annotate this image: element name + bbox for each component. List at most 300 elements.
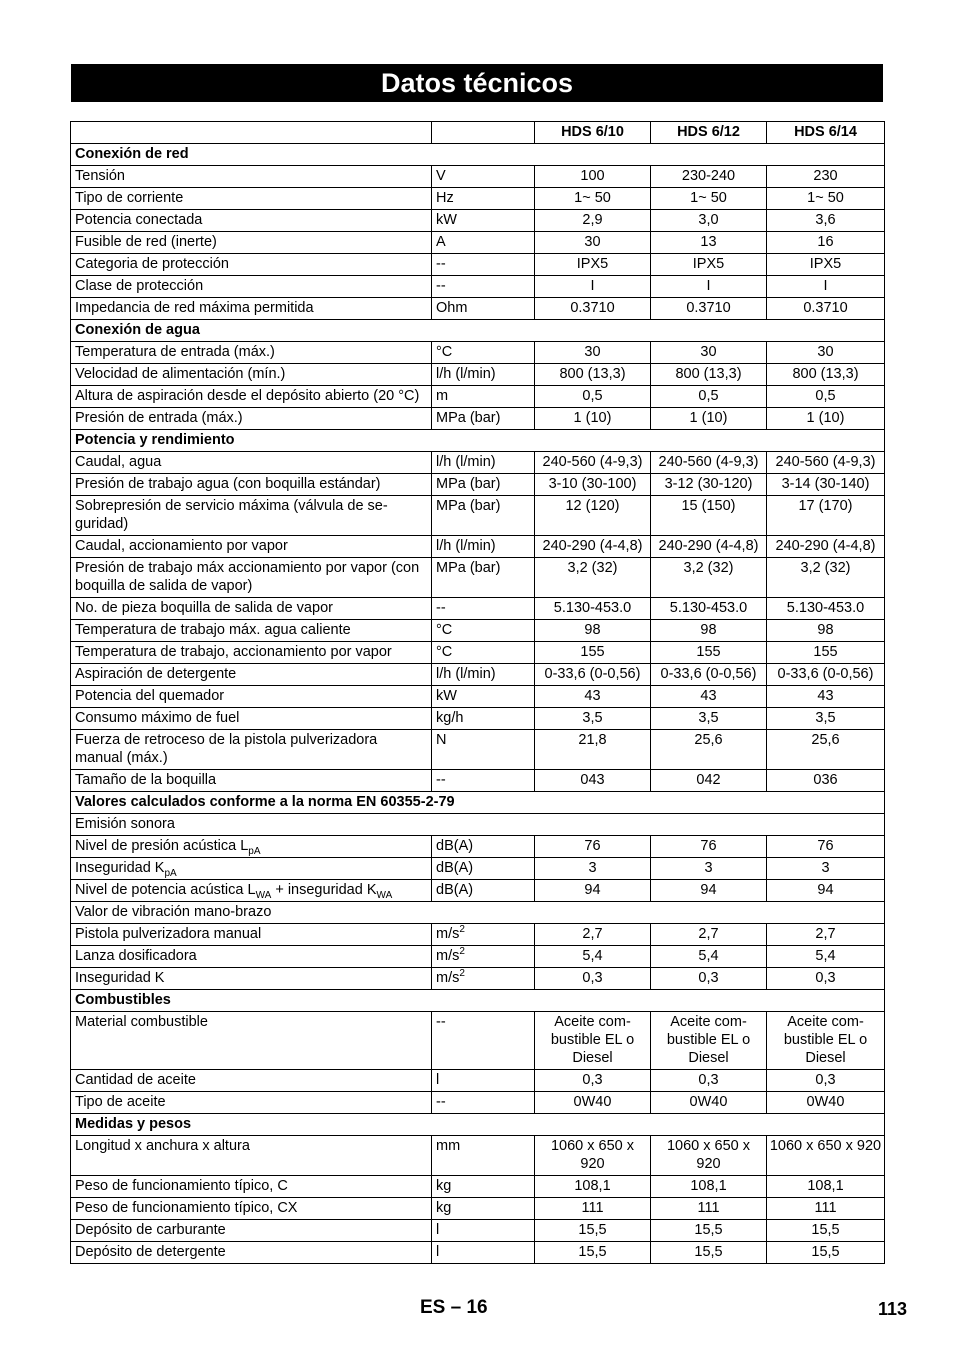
- row-unit: [432, 708, 535, 730]
- row-label: [71, 474, 432, 496]
- table-row: [71, 496, 885, 536]
- row-unit-text: kg: [436, 1200, 452, 1216]
- row-value-model-1: 21,8: [535, 730, 651, 770]
- table-row: [71, 1220, 885, 1242]
- row-unit-text: l: [436, 1222, 440, 1238]
- row-value-model-2: 1~ 50: [651, 188, 767, 210]
- row-unit: [432, 1220, 535, 1242]
- row-value-model-1: 0,3: [535, 968, 651, 990]
- row-value-model-3: 240-290 (4-4,8): [767, 536, 885, 558]
- table-row: [71, 342, 885, 364]
- row-value-model-1: 98: [535, 620, 651, 642]
- row-unit-text: MPa (bar): [436, 560, 501, 576]
- row-value-model-1: 30: [535, 232, 651, 254]
- table-row: [71, 1176, 885, 1198]
- section-title: Combustibles: [71, 990, 885, 1012]
- row-value-model-1: 94: [535, 880, 651, 902]
- row-value-model-1: 3,2 (32): [535, 558, 651, 598]
- row-value-model-3: 111: [767, 1198, 885, 1220]
- row-unit: [432, 1092, 535, 1114]
- row-value-model-1: 15,5: [535, 1220, 651, 1242]
- row-label-text: Tipo de aceite: [75, 1094, 166, 1110]
- table-row: [71, 452, 885, 474]
- row-label-text: Presión de trabajo agua (con boquilla estándar): [75, 476, 381, 492]
- section-title: Valores calculados conforme a la norma EN 60355-2-79: [71, 792, 885, 814]
- row-value-model-2: 94: [651, 880, 767, 902]
- row-value-model-2: 1 (10): [651, 408, 767, 430]
- row-label: [71, 880, 432, 902]
- row-value-model-2: 155: [651, 642, 767, 664]
- row-value-model-2: 3-12 (30-120): [651, 474, 767, 496]
- row-value-model-3: 3-14 (30-140): [767, 474, 885, 496]
- row-value-model-3: 1060 x 650 x 920: [767, 1136, 885, 1176]
- row-label: [71, 536, 432, 558]
- row-value-model-1: 100: [535, 166, 651, 188]
- header-model-1: HDS 6/10: [535, 122, 651, 144]
- row-value-model-2: 0,3: [651, 968, 767, 990]
- row-label: [71, 1176, 432, 1198]
- row-unit: [432, 254, 535, 276]
- row-value-model-3: 800 (13,3): [767, 364, 885, 386]
- row-value-model-3: I: [767, 276, 885, 298]
- table-row: [71, 880, 885, 902]
- row-value-model-2: 30: [651, 342, 767, 364]
- row-label-text: Fusible de red (inerte): [75, 234, 217, 250]
- row-value-model-2: 042: [651, 770, 767, 792]
- row-unit: [432, 686, 535, 708]
- subgroup-title: Emisión sonora: [71, 814, 885, 836]
- table-row: [71, 1136, 885, 1176]
- row-unit-text: °C: [436, 344, 453, 360]
- row-label: [71, 188, 432, 210]
- row-label: [71, 1220, 432, 1242]
- row-unit-superscript: 2: [459, 924, 465, 936]
- row-label-text: Depósito de detergente: [75, 1244, 226, 1260]
- row-unit-text: m/s: [436, 926, 460, 942]
- table-row: [71, 276, 885, 298]
- table-row: [71, 1242, 885, 1264]
- row-label-text: Altura de aspiración desde el depósito abierto (20 °C): [75, 388, 420, 404]
- section-header-row: [71, 990, 885, 1012]
- table-row: [71, 1092, 885, 1114]
- row-value-model-3: 0,5: [767, 386, 885, 408]
- row-unit-text: --: [436, 1014, 446, 1030]
- row-label-text: Longitud x anchura x altura: [75, 1138, 250, 1154]
- subgroup-row: [71, 902, 885, 924]
- row-value-model-1: 800 (13,3): [535, 364, 651, 386]
- row-value-model-2: 800 (13,3): [651, 364, 767, 386]
- row-value-model-1: 240-290 (4-4,8): [535, 536, 651, 558]
- row-value-model-3: 3: [767, 858, 885, 880]
- row-label: [71, 364, 432, 386]
- row-unit-text: °C: [436, 644, 453, 660]
- section-title: Conexión de red: [71, 144, 885, 166]
- row-label: [71, 664, 432, 686]
- row-unit: [432, 166, 535, 188]
- row-unit: [432, 770, 535, 792]
- row-unit-text: Ohm: [436, 300, 468, 316]
- row-label: [71, 620, 432, 642]
- table-row: [71, 558, 885, 598]
- row-unit: [432, 188, 535, 210]
- section-header-row: [71, 320, 885, 342]
- row-value-model-2: 15,5: [651, 1242, 767, 1264]
- row-value-model-3: 240-560 (4-9,3): [767, 452, 885, 474]
- row-label-text: Tensión: [75, 168, 125, 184]
- row-unit: [432, 536, 535, 558]
- table-row: [71, 642, 885, 664]
- row-label-text: Caudal, accionamiento por vapor: [75, 538, 288, 554]
- row-label-text: Presión de entrada (máx.): [75, 410, 243, 426]
- row-label-text: Inseguridad K: [75, 970, 165, 986]
- row-label-text-cont: + inseguridad K: [271, 882, 377, 898]
- row-unit-text: --: [436, 278, 446, 294]
- row-label-text: Consumo máximo de fuel: [75, 710, 240, 726]
- table-row: [71, 298, 885, 320]
- row-unit: [432, 364, 535, 386]
- row-unit-text: mm: [436, 1138, 461, 1154]
- row-value-model-3: 76: [767, 836, 885, 858]
- row-value-model-2: 230-240: [651, 166, 767, 188]
- row-unit-text: A: [436, 234, 446, 250]
- row-unit-text: --: [436, 1094, 446, 1110]
- row-label: [71, 210, 432, 232]
- row-value-model-1: 3: [535, 858, 651, 880]
- row-label-text: Cantidad de aceite: [75, 1072, 196, 1088]
- row-value-model-1: 15,5: [535, 1242, 651, 1264]
- row-value-model-3: 5,4: [767, 946, 885, 968]
- row-unit-text: dB(A): [436, 838, 474, 854]
- row-label-text: No. de pieza boquilla de salida de vapor: [75, 600, 333, 616]
- row-value-model-1: 108,1: [535, 1176, 651, 1198]
- row-value-model-3: 0-33,6 (0-0,56): [767, 664, 885, 686]
- row-label-text: Categoria de protección: [75, 256, 229, 272]
- row-unit: [432, 386, 535, 408]
- table-row: [71, 1198, 885, 1220]
- table-row: [71, 232, 885, 254]
- row-value-model-3: 43: [767, 686, 885, 708]
- page-title: Datos técnicos: [71, 64, 883, 102]
- row-label: [71, 924, 432, 946]
- table-row: [71, 598, 885, 620]
- row-value-model-3: 3,2 (32): [767, 558, 885, 598]
- row-label-text: Lanza dosificadora: [75, 948, 197, 964]
- row-label: [71, 558, 432, 598]
- table-row: [71, 770, 885, 792]
- row-unit: [432, 1070, 535, 1092]
- row-value-model-2: 240-560 (4-9,3): [651, 452, 767, 474]
- row-value-model-1: 155: [535, 642, 651, 664]
- row-label-text: Temperatura de entrada (máx.): [75, 344, 275, 360]
- row-value-model-1: IPX5: [535, 254, 651, 276]
- row-value-model-3: 0W40: [767, 1092, 885, 1114]
- table-header-row: [71, 122, 885, 144]
- header-empty-unit: [432, 122, 535, 144]
- row-value-model-2: 15,5: [651, 1220, 767, 1242]
- table-row: [71, 386, 885, 408]
- row-unit: [432, 558, 535, 598]
- row-value-model-3: 15,5: [767, 1242, 885, 1264]
- row-label-text: Peso de funcionamiento típico, CX: [75, 1200, 298, 1216]
- row-value-model-1: 2,7: [535, 924, 651, 946]
- row-label: [71, 298, 432, 320]
- table-row: [71, 364, 885, 386]
- table-row: [71, 836, 885, 858]
- row-unit-text: m/s: [436, 970, 460, 986]
- row-value-model-2: Aceite com-bustible EL o Diesel: [651, 1012, 767, 1070]
- row-value-model-2: 5,4: [651, 946, 767, 968]
- row-label-text: Nivel de potencia acústica L: [75, 882, 256, 898]
- row-label-text: Potencia conectada: [75, 212, 203, 228]
- row-label-text: Tipo de corriente: [75, 190, 184, 206]
- row-value-model-1: 76: [535, 836, 651, 858]
- section-title: Medidas y pesos: [71, 1114, 885, 1136]
- row-label: [71, 1012, 432, 1070]
- row-value-model-1: Aceite com-bustible EL o Diesel: [535, 1012, 651, 1070]
- row-label: [71, 1242, 432, 1264]
- row-label: [71, 232, 432, 254]
- row-unit: [432, 1242, 535, 1264]
- table-row: [71, 968, 885, 990]
- row-value-model-3: 036: [767, 770, 885, 792]
- row-unit: [432, 298, 535, 320]
- header-model-3: HDS 6/14: [767, 122, 885, 144]
- row-unit: [432, 598, 535, 620]
- row-unit: [432, 452, 535, 474]
- table-row: [71, 708, 885, 730]
- row-label-text: Pistola pulverizadora manual: [75, 926, 262, 942]
- row-unit: [432, 730, 535, 770]
- row-label-text: Impedancia de red máxima permitida: [75, 300, 314, 316]
- row-label-text: Velocidad de alimentación (mín.): [75, 366, 286, 382]
- row-unit: [432, 880, 535, 902]
- row-label-text: Nivel de presión acústica L: [75, 838, 249, 854]
- row-label-text: Peso de funcionamiento típico, C: [75, 1178, 288, 1194]
- row-value-model-2: 111: [651, 1198, 767, 1220]
- row-label-text: Sobrepresión de servicio máxima (válvula de se-guridad): [75, 498, 388, 532]
- row-label: [71, 836, 432, 858]
- section-title: Conexión de agua: [71, 320, 885, 342]
- row-label: [71, 642, 432, 664]
- row-value-model-2: 3,5: [651, 708, 767, 730]
- row-value-model-2: 0-33,6 (0-0,56): [651, 664, 767, 686]
- row-unit-text: N: [436, 732, 447, 748]
- row-value-model-2: 0.3710: [651, 298, 767, 320]
- row-value-model-1: 5.130-453.0: [535, 598, 651, 620]
- row-value-model-1: 1060 x 650 x 920: [535, 1136, 651, 1176]
- row-value-model-3: 1~ 50: [767, 188, 885, 210]
- row-value-model-1: 240-560 (4-9,3): [535, 452, 651, 474]
- row-unit: [432, 946, 535, 968]
- row-unit: [432, 496, 535, 536]
- row-label-subscript: WA: [255, 889, 272, 901]
- row-value-model-2: 5.130-453.0: [651, 598, 767, 620]
- row-label: [71, 166, 432, 188]
- row-label-subscript: pA: [248, 845, 261, 857]
- row-value-model-1: 2,9: [535, 210, 651, 232]
- row-value-model-2: 98: [651, 620, 767, 642]
- table-row: [71, 1070, 885, 1092]
- row-value-model-2: 0,5: [651, 386, 767, 408]
- table-row: [71, 474, 885, 496]
- row-unit-text: kg/h: [436, 710, 464, 726]
- row-unit: [432, 642, 535, 664]
- row-label-text: Aspiración de detergente: [75, 666, 237, 682]
- row-label: [71, 408, 432, 430]
- subgroup-row: [71, 814, 885, 836]
- row-label-text: Material combustible: [75, 1014, 208, 1030]
- row-value-model-2: 25,6: [651, 730, 767, 770]
- row-label-text: Depósito de carburante: [75, 1222, 226, 1238]
- row-label-subscript-2: WA: [376, 889, 393, 901]
- row-label-subscript: pA: [164, 867, 177, 879]
- row-unit: [432, 342, 535, 364]
- table-row: [71, 1012, 885, 1070]
- row-unit-text: --: [436, 600, 446, 616]
- row-value-model-3: 230: [767, 166, 885, 188]
- section-header-row: [71, 430, 885, 452]
- row-value-model-3: 98: [767, 620, 885, 642]
- row-unit-text: m: [436, 388, 449, 404]
- row-label: [71, 968, 432, 990]
- row-value-model-3: 1 (10): [767, 408, 885, 430]
- table-row: [71, 620, 885, 642]
- section-header-row: [71, 1114, 885, 1136]
- row-value-model-2: 1060 x 650 x 920: [651, 1136, 767, 1176]
- row-value-model-2: 2,7: [651, 924, 767, 946]
- row-unit-text: kg: [436, 1178, 452, 1194]
- row-value-model-2: 3,2 (32): [651, 558, 767, 598]
- table-row: [71, 730, 885, 770]
- row-label-text: Tamaño de la boquilla: [75, 772, 217, 788]
- row-value-model-3: 0.3710: [767, 298, 885, 320]
- row-unit-text: V: [436, 168, 446, 184]
- row-value-model-3: 15,5: [767, 1220, 885, 1242]
- row-value-model-3: 108,1: [767, 1176, 885, 1198]
- row-unit-superscript: 2: [459, 968, 465, 980]
- row-label: [71, 770, 432, 792]
- row-value-model-1: 1 (10): [535, 408, 651, 430]
- row-label: [71, 386, 432, 408]
- row-unit-text: --: [436, 772, 446, 788]
- table-row: [71, 210, 885, 232]
- row-value-model-1: 0W40: [535, 1092, 651, 1114]
- row-unit-text: l/h (l/min): [436, 666, 496, 682]
- row-value-model-3: 0,3: [767, 1070, 885, 1092]
- table-body: [71, 122, 885, 1264]
- row-value-model-3: 2,7: [767, 924, 885, 946]
- row-value-model-1: 0,3: [535, 1070, 651, 1092]
- row-value-model-3: 30: [767, 342, 885, 364]
- subgroup-title: Valor de vibración mano-brazo: [71, 902, 885, 924]
- row-label: [71, 342, 432, 364]
- row-value-model-1: 30: [535, 342, 651, 364]
- row-value-model-3: 94: [767, 880, 885, 902]
- row-unit: [432, 836, 535, 858]
- table-row: [71, 686, 885, 708]
- row-unit: [432, 1012, 535, 1070]
- row-unit: [432, 1136, 535, 1176]
- row-value-model-2: 108,1: [651, 1176, 767, 1198]
- row-value-model-3: 16: [767, 232, 885, 254]
- row-unit-text: kW: [436, 212, 457, 228]
- row-value-model-1: 3,5: [535, 708, 651, 730]
- row-unit: [432, 858, 535, 880]
- row-unit-text: dB(A): [436, 882, 474, 898]
- table-row: [71, 536, 885, 558]
- row-value-model-2: 3: [651, 858, 767, 880]
- row-value-model-3: IPX5: [767, 254, 885, 276]
- row-label: [71, 276, 432, 298]
- row-value-model-2: 76: [651, 836, 767, 858]
- row-label: [71, 598, 432, 620]
- row-unit: [432, 474, 535, 496]
- row-unit-text: l: [436, 1244, 440, 1260]
- row-value-model-1: I: [535, 276, 651, 298]
- row-value-model-2: 240-290 (4-4,8): [651, 536, 767, 558]
- header-model-2: HDS 6/12: [651, 122, 767, 144]
- row-value-model-1: 12 (120): [535, 496, 651, 536]
- row-label-text: Temperatura de trabajo, accionamiento por vapor: [75, 644, 392, 660]
- row-unit-text: dB(A): [436, 860, 474, 876]
- row-label: [71, 496, 432, 536]
- row-unit-text: l/h (l/min): [436, 366, 496, 382]
- row-value-model-2: 15 (150): [651, 496, 767, 536]
- row-value-model-1: 3-10 (30-100): [535, 474, 651, 496]
- row-value-model-2: 13: [651, 232, 767, 254]
- row-unit: [432, 664, 535, 686]
- row-label-text: Caudal, agua: [75, 454, 162, 470]
- row-value-model-2: 43: [651, 686, 767, 708]
- row-unit-text: l: [436, 1072, 440, 1088]
- row-label: [71, 1198, 432, 1220]
- row-label-text: Clase de protección: [75, 278, 204, 294]
- table-row: [71, 664, 885, 686]
- row-value-model-3: 3,6: [767, 210, 885, 232]
- table-row: [71, 254, 885, 276]
- row-label-text: Inseguridad K: [75, 860, 165, 876]
- row-label: [71, 858, 432, 880]
- row-value-model-2: 0,3: [651, 1070, 767, 1092]
- row-label: [71, 254, 432, 276]
- table-row: [71, 188, 885, 210]
- row-value-model-1: 0.3710: [535, 298, 651, 320]
- row-label-text: Temperatura de trabajo máx. agua caliente: [75, 622, 351, 638]
- section-title: Potencia y rendimiento: [71, 430, 885, 452]
- row-value-model-1: 043: [535, 770, 651, 792]
- row-unit-text: Hz: [436, 190, 454, 206]
- footer-page-number: 113: [878, 1299, 908, 1319]
- row-unit-text: --: [436, 256, 446, 272]
- row-unit-text: kW: [436, 688, 457, 704]
- row-unit-text: MPa (bar): [436, 410, 501, 426]
- row-label: [71, 1092, 432, 1114]
- row-unit-text: °C: [436, 622, 453, 638]
- row-value-model-3: 25,6: [767, 730, 885, 770]
- table-row: [71, 408, 885, 430]
- technical-data-table: [70, 121, 885, 1264]
- row-value-model-1: 43: [535, 686, 651, 708]
- row-unit: [432, 620, 535, 642]
- row-unit-text: l/h (l/min): [436, 454, 496, 470]
- row-value-model-1: 5,4: [535, 946, 651, 968]
- row-unit-superscript: 2: [459, 946, 465, 958]
- row-unit-text: m/s: [436, 948, 460, 964]
- row-value-model-3: 0,3: [767, 968, 885, 990]
- row-value-model-2: 0W40: [651, 1092, 767, 1114]
- row-label: [71, 730, 432, 770]
- row-unit: [432, 232, 535, 254]
